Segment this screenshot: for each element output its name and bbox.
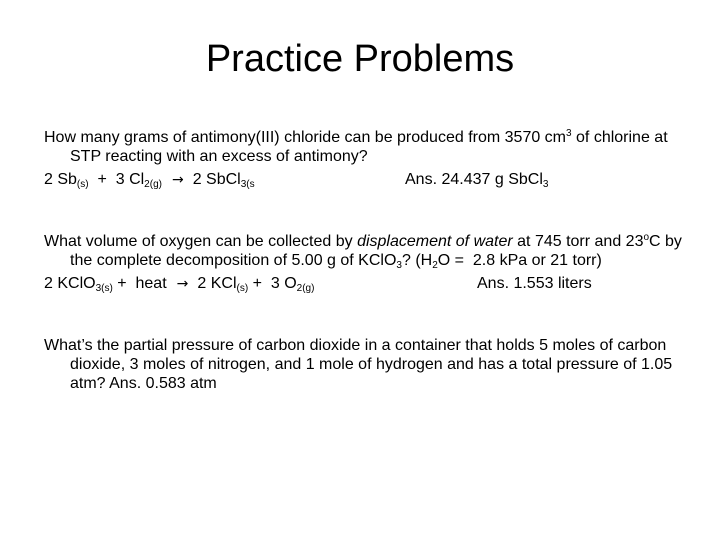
problem-1-equation: 2 $Sb_{(s)} + 3$ $Cl_{2(g)} \to 2$ SbCl$_{3(s}$ Ans. 24.437 g SbCl$_3$ <box>44 171 549 190</box>
problem-3-question: What’s the partial pressure of carbon dioxide in a container that holds 5 moles of carbon dioxide, 3 moles of nitrogen, and 1 mole of hydrogen and has a total pressure of 1.05 atm? Ans. 0.583 atm <box>44 337 673 392</box>
slide-title: Practice Problems <box>205 38 515 80</box>
slide-body <box>44 128 686 393</box>
problem-2-question: What volume of oxygen can be collected by displacement of water at 745 torr and 23$^o$C by the complete decomposition of 5.00 g of KClO$_3$? ($H_2O = 2.8$ kPa or 21 torr) <box>44 232 682 271</box>
right-arrow-icon: → <box>171 172 184 188</box>
right-arrow-icon: → <box>176 276 189 292</box>
problem-1-question: How many grams of antimony(III) chloride can be produced from 3570 $cm^3$ of chlorine at STP reacting with an excess of antimony? <box>44 128 668 165</box>
problem-2-answer: Ans. 1.553 liters <box>477 275 592 292</box>
problem-1-answer: Ans. 24.437 g SbCl$_3$ <box>405 171 549 190</box>
problem-2-equation: 2 KClO$_{3(s)}$ + heat → 2 KCl$_{(s)}$ + 3 $O_{2(g)}$ Ans. 1.553 liters <box>44 275 592 294</box>
